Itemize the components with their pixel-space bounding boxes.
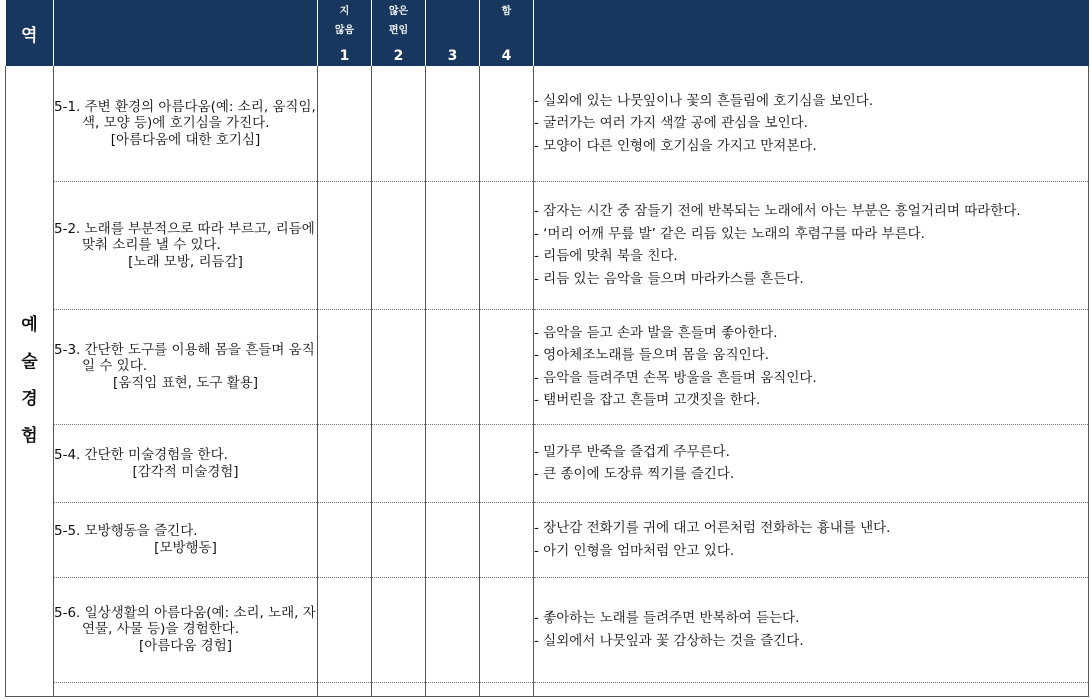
table-row [6,682,1089,696]
examples-cell [534,577,1089,682]
example-item: - 리듬에 맞춰 북을 친다. [534,248,678,264]
goal-text: 5-2. 노래를 부분적으로 따라 부르고, 리듬에 맞춰 소리를 낼 수 있다. [54,220,315,253]
header-level-4 [480,0,534,66]
goal-text: 5-6. 일상생활의 아름다움(예: 소리, 노래, 자연물, 사물 등)을 경험한다. [54,605,316,637]
rating-cell-4[interactable] [480,577,534,682]
table-row [6,502,1089,577]
header-level-3 [426,0,480,66]
header-level-2-label-b: 편임 [388,25,409,36]
rating-cell-4[interactable] [480,309,534,424]
rating-cell-4[interactable] [480,181,534,309]
rating-cell-4[interactable] [480,66,534,181]
rating-cell-2[interactable] [372,66,426,181]
rating-cell-2[interactable] [372,181,426,309]
table-row [6,309,1089,424]
example-item: - 잠자는 시간 중 잠들기 전에 반복되는 노래에서 아는 부분은 흥얼거리며 따라한다. [534,203,1021,219]
rating-cell-1[interactable] [318,309,372,424]
area-cell [6,66,54,696]
rating-cell-3[interactable] [426,577,480,682]
rating-cell-1[interactable] [318,66,372,181]
rating-cell-1[interactable] [318,577,372,682]
example-item: - 영아체조노래를 들으며 몸을 움직인다. [534,347,769,363]
examples-cell [534,66,1089,181]
goal-keyword: [아름다움 경험] [138,638,233,654]
example-item: - 아기 인형을 엄마처럼 안고 있다. [534,542,735,559]
goal-cell [54,181,318,309]
example-item: - 장난감 전화기를 귀에 대고 어른처럼 전화하는 흉내를 낸다. [534,520,891,536]
header-area: 역 [6,0,54,66]
rating-cell-3[interactable] [426,181,480,309]
rating-cell-1[interactable] [318,682,372,696]
goal-keyword: [감각적 미술경험] [132,463,239,480]
header-examples [534,0,1089,66]
area-char: 술 [21,351,38,372]
header-level-4-label-a: 함 [501,6,512,17]
goal-keyword: [모방행동] [154,540,217,556]
goal-text: 5-5. 모방행동을 즐긴다. [54,523,198,539]
table-row [6,66,1089,181]
example-item: - 밀가루 반죽을 즐겁게 주무른다. [534,443,730,460]
table-row [6,424,1089,502]
rating-cell-4[interactable] [480,682,534,696]
goal-keyword: [움직임 표현, 도구 활용] [112,375,259,391]
header-level-1-label-a: 지 [339,6,350,17]
header-level-2-number: 2 [393,48,404,64]
table-row [6,181,1089,309]
rating-cell-1[interactable] [318,502,372,577]
example-item: - 리듬 있는 음악을 들으며 마라카스를 흔든다. [534,270,804,287]
rating-cell-4[interactable] [480,502,534,577]
header-level-1 [318,0,372,66]
rating-cell-2[interactable] [372,424,426,502]
example-item: - 굴러가는 여러 가지 색깔 공에 관심을 보인다. [534,115,808,131]
area-char: 험 [21,425,38,446]
rating-cell-3[interactable] [426,66,480,181]
examples-cell [534,502,1089,577]
header-goal [54,0,318,66]
example-item: - 모양이 다른 인형에 호기심을 가지고 만져본다. [534,137,817,154]
rating-cell-4[interactable] [480,424,534,502]
goal-cell [54,502,318,577]
example-item: - 큰 종이에 도장류 찍기를 즐긴다. [534,466,735,482]
rating-cell-3[interactable] [426,502,480,577]
goal-text: 5-1. 주변 환경의 아름다움(예: 소리, 움직임, 색, 모양 등)에 호기심을 가진다. [54,98,316,131]
examples-cell [534,181,1089,309]
example-item: - 좋아하는 노래를 들려주면 반복하여 듣는다. [534,610,800,626]
goal-cell [54,309,318,424]
example-item: - ‘머리 어깨 무릎 발’ 같은 리듬 있는 노래의 후렴구를 따라 부른다. [534,225,925,242]
header-level-4-number: 4 [501,48,512,64]
examples-cell [534,424,1089,502]
goal-text: 5-4. 간단한 미술경험을 한다. [54,446,228,463]
goal-cell [54,66,318,181]
example-item: - 실외에 있는 나뭇잎이나 꽃의 흔들림에 호기심을 보인다. [534,92,874,109]
example-item: - 음악을 듣고 손과 발을 흔들며 좋아한다. [534,324,778,341]
header-level-2 [372,0,426,66]
rating-cell-2[interactable] [372,577,426,682]
goal-keyword: [아름다움에 대한 호기심] [110,131,261,148]
rating-cell-2[interactable] [372,309,426,424]
examples-cell [534,309,1089,424]
rating-cell-3[interactable] [426,424,480,502]
assessment-table [5,0,1089,697]
header-level-2-label-a: 않은 [388,6,409,17]
area-char: 예 [21,314,38,335]
example-item: - 음악을 들려주면 손목 방울을 흔들며 움직인다. [534,369,817,386]
examples-cell [534,682,1089,696]
rating-cell-3[interactable] [426,682,480,696]
rating-cell-1[interactable] [318,181,372,309]
header-level-1-number: 1 [339,48,350,64]
rating-cell-2[interactable] [372,682,426,696]
header-level-1-label-b: 않음 [334,25,355,36]
area-char: 경 [21,388,38,409]
rating-cell-1[interactable] [318,424,372,502]
goal-keyword: [노래 모방, 리듬감] [128,253,243,270]
rating-cell-3[interactable] [426,309,480,424]
header-row [6,0,1089,66]
example-item: - 실외에서 나뭇잎과 꽃 감상하는 것을 즐긴다. [534,632,804,649]
rating-cell-2[interactable] [372,502,426,577]
example-item: - 탬버린을 잡고 흔들며 고갯짓을 한다. [534,392,761,408]
goal-cell [54,577,318,682]
goal-text: 5-3. 간단한 도구를 이용해 몸을 흔들며 움직일 수 있다. [54,342,315,374]
table-row [6,577,1089,682]
header-level-3-number: 3 [447,48,458,64]
goal-cell [54,424,318,502]
goal-cell [54,682,318,696]
